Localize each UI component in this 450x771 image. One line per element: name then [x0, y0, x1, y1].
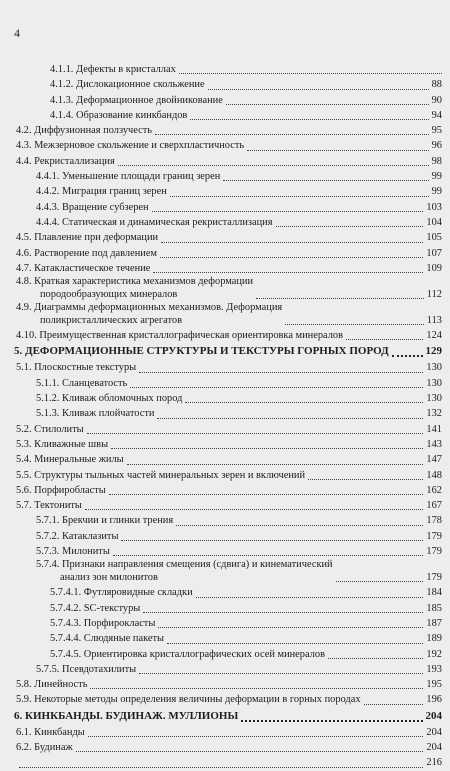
toc-entry-title — [50, 108, 187, 123]
toc-entry-title — [36, 513, 173, 528]
toc-entry-title-line: 5.7.4.3. Порфирокласты — [50, 617, 156, 629]
toc-page-number: 99 — [431, 186, 442, 198]
toc-entry-title — [50, 93, 223, 108]
toc-leader-dots — [118, 165, 429, 166]
toc-leader-dots — [153, 272, 423, 273]
toc-page-number: 105 — [426, 232, 442, 244]
toc-entry-title-line: 4.6. Растворение под давлением — [16, 247, 158, 259]
toc-entry-title — [16, 468, 305, 483]
toc-entry — [0, 725, 450, 740]
toc-page-number: 143 — [426, 438, 442, 450]
toc-page-number: 187 — [426, 617, 442, 629]
toc-entry — [0, 437, 450, 452]
toc-entry-title — [16, 725, 85, 740]
toc-leader-dots — [308, 479, 423, 480]
toc-page-number: 96 — [431, 140, 442, 152]
toc-entry-title-continuation: поликристаллических агрегатов — [40, 314, 182, 326]
table-of-contents — [0, 62, 450, 771]
toc-entry-title-line: 5.7.1. Брекчии и глинки трения — [36, 515, 174, 527]
toc-page-number: 141 — [426, 423, 442, 435]
toc-entry-title — [50, 647, 325, 662]
toc-entry-title-line: 6. КИНКБАНДЫ. БУДИНАЖ. МУЛЛИОНЫ — [14, 709, 239, 722]
toc-entry-title — [50, 601, 140, 616]
toc-entry-title-line: 6.1. Кинкбанды — [16, 726, 85, 738]
toc-entry — [0, 662, 450, 677]
toc-entry — [0, 740, 450, 755]
toc-page-number: 178 — [426, 515, 442, 527]
toc-leader-dots — [130, 387, 423, 388]
toc-page-number: 204 — [426, 741, 442, 753]
toc-leader-dots — [139, 673, 423, 674]
toc-entry-title — [16, 740, 73, 755]
toc-entry-title-line: 5.7.4.4. Слюдяные пакеты — [50, 633, 165, 645]
toc-entry-title — [16, 422, 84, 437]
toc-page-number: 179 — [426, 546, 442, 558]
toc-entry-title-line: 5.2. Стилолиты — [16, 423, 84, 435]
toc-page-number: 196 — [426, 694, 442, 706]
toc-entry-title-line: 4.1.4. Образование кинкбандов — [50, 109, 188, 121]
toc-entry-title-line: 4.4.3. Вращение субзерен — [36, 201, 149, 213]
toc-entry-title — [16, 246, 157, 261]
toc-leader-dots — [113, 555, 424, 556]
toc-leader-dots — [241, 720, 422, 722]
toc-leader-dots — [121, 540, 423, 541]
toc-entry-title-line: 4.7. Катакластическое течение — [16, 262, 151, 274]
toc-entry-title-line: 4.4.1. Уменьшение площади границ зерен — [36, 171, 221, 183]
toc-entry — [0, 154, 450, 169]
toc-entry-title-line: 4.1.1. Дефекты в кристаллах — [50, 64, 176, 75]
toc-leader-dots — [276, 226, 424, 227]
toc-entry — [0, 246, 450, 261]
toc-leader-dots — [190, 119, 428, 120]
toc-entry — [0, 276, 450, 302]
toc-entry-title-line: 5.7.4.5. Ориентировка кристаллографических осей минералов — [50, 648, 325, 660]
toc-entry — [0, 529, 450, 544]
toc-entry-title-line: 5.7. Тектониты — [16, 500, 82, 512]
toc-leader-dots — [256, 298, 424, 299]
toc-entry — [0, 77, 450, 92]
toc-page-number: 130 — [426, 393, 442, 405]
toc-chapter — [0, 708, 450, 725]
toc-leader-dots — [247, 150, 428, 151]
toc-leader-dots — [143, 612, 423, 613]
toc-leader-dots — [139, 372, 423, 373]
toc-entry-title — [36, 406, 154, 421]
toc-entry-title — [36, 529, 118, 544]
toc-entry — [0, 138, 450, 153]
toc-entry-title-continuation: анализ зон милонитов — [60, 571, 158, 583]
toc-entry-title-line: 5.1.3. Кливаж плойчатости — [36, 408, 155, 420]
toc-entry-title — [36, 391, 182, 406]
toc-entry-title-line: 5.7.4.1. Футляровидные складки — [50, 587, 193, 599]
toc-entry — [0, 483, 450, 498]
toc-leader-dots — [88, 736, 424, 737]
toc-entry — [0, 585, 450, 600]
toc-entry-title-line: 4.8. Краткая характеристика механизмов деформации — [16, 276, 254, 288]
toc-entry-title — [16, 123, 152, 138]
toc-page-number: 179 — [426, 530, 442, 542]
toc-entry — [0, 391, 450, 406]
toc-entry — [0, 452, 450, 467]
toc-leader-dots — [85, 509, 424, 510]
toc-entry-title-continuation: породообразующих минералов — [40, 288, 178, 300]
toc-leader-dots — [19, 767, 423, 768]
toc-leader-dots — [160, 257, 423, 258]
toc-entry — [0, 468, 450, 483]
toc-entry-title-line: 5.1.2. Кливаж обломочных пород — [36, 393, 183, 405]
toc-entry-title — [16, 276, 253, 301]
toc-leader-dots — [158, 627, 423, 628]
toc-page-number: 132 — [426, 408, 442, 420]
toc-entry-title — [36, 544, 110, 559]
toc-page-number: 90 — [431, 94, 442, 106]
toc-entry-title-line: 5.7.2. Катаклазиты — [36, 530, 119, 542]
toc-page-number: 204 — [425, 709, 442, 722]
toc-entry-title-line: 5.7.4. Признаки направления смещения (сдвига) и кинематический — [36, 559, 333, 571]
toc-leader-dots — [127, 464, 424, 465]
toc-entry-title — [50, 631, 164, 646]
toc-entry — [0, 376, 450, 391]
toc-page-number: 162 — [426, 484, 442, 496]
toc-leader-dots — [328, 658, 423, 659]
toc-leader-dots — [179, 73, 442, 74]
toc-entry-title — [16, 230, 158, 245]
toc-entry — [0, 755, 450, 770]
toc-entry — [0, 677, 450, 692]
toc-leader-dots — [152, 211, 424, 212]
toc-entry-title-line: 5.7.3. Милониты — [36, 546, 110, 558]
toc-page-number: 189 — [426, 633, 442, 645]
toc-page-number: 185 — [426, 602, 442, 614]
toc-entry-title — [16, 677, 87, 692]
toc-entry — [0, 93, 450, 108]
toc-entry — [0, 360, 450, 375]
toc-page-number: 216 — [426, 757, 442, 769]
toc-entry-title — [50, 585, 193, 600]
toc-leader-dots — [285, 324, 424, 325]
toc-entry-title-line: 5.5. Структуры тыльных частей минеральных зерен и включений — [16, 469, 306, 481]
toc-page-number: 147 — [426, 454, 442, 466]
toc-entry-title — [16, 483, 106, 498]
toc-entry-title-line: 5.8. Линейность — [16, 679, 88, 691]
toc-entry-title — [36, 200, 149, 215]
toc-entry-title-line: 4.2. Диффузионная ползучесть — [16, 125, 153, 137]
toc-entry — [0, 406, 450, 421]
toc-page-number: 109 — [426, 262, 442, 274]
toc-page-number: 107 — [426, 247, 442, 259]
toc-entry — [0, 513, 450, 528]
toc-entry-title-line: 4.4.2. Миграция границ зерен — [36, 186, 167, 198]
toc-entry-title — [14, 343, 389, 360]
toc-entry — [0, 498, 450, 513]
toc-entry — [0, 230, 450, 245]
toc-entry — [0, 62, 450, 77]
toc-entry-title-line: 4.1.2. Дислокационное скольжение — [50, 79, 205, 91]
toc-entry — [0, 169, 450, 184]
toc-entry-title-line: 5.7.4.2. SC-текстуры — [50, 602, 141, 614]
toc-leader-dots — [364, 704, 424, 705]
toc-leader-dots — [223, 180, 428, 181]
toc-page-number: 167 — [426, 500, 442, 512]
toc-chapter — [0, 343, 450, 360]
toc-page-number: 195 — [426, 679, 442, 691]
toc-entry-title-line: 5. ДЕФОРМАЦИОННЫЕ СТРУКТУРЫ И ТЕКСТУРЫ ГОРНЫХ ПОРОД — [14, 345, 389, 358]
toc-page-number: 88 — [431, 79, 442, 91]
toc-entry-title — [36, 662, 136, 677]
toc-entry-title-line: 4.3. Межзерновое скольжение и сверхпластичность — [16, 140, 245, 152]
toc-leader-dots — [185, 402, 423, 403]
toc-entry-title — [16, 360, 136, 375]
toc-entry — [0, 328, 450, 343]
toc-leader-dots — [170, 196, 429, 197]
toc-entry — [0, 261, 450, 276]
toc-entry-title — [36, 215, 273, 230]
toc-page-number: 98 — [431, 155, 442, 167]
toc-page-number: 192 — [426, 648, 442, 660]
toc-page-number: 95 — [431, 125, 442, 137]
toc-page-number: 94 — [431, 109, 442, 121]
toc-leader-dots — [155, 134, 429, 135]
toc-entry-title — [14, 708, 238, 725]
toc-page-number: 179 — [426, 572, 442, 584]
toc-leader-dots — [208, 89, 429, 90]
toc-entry — [0, 692, 450, 707]
toc-leader-dots — [167, 643, 423, 644]
toc-entry — [0, 123, 450, 138]
toc-entry — [0, 631, 450, 646]
toc-page-number: 103 — [426, 201, 442, 213]
toc-entry-title-line: 4.9. Диаграммы деформационных механизмов. Деформация — [16, 302, 283, 314]
toc-page-number: 113 — [426, 315, 442, 327]
toc-page-number: 104 — [426, 216, 442, 228]
toc-entry — [0, 302, 450, 328]
toc-page-number: 148 — [426, 469, 442, 481]
toc-page-number: 184 — [426, 587, 442, 599]
toc-entry-title-line: 4.10. Преимущественная кристаллографическая ориентировка минералов — [16, 330, 344, 342]
toc-entry-title-line: 4.4. Рекристаллизация — [16, 155, 115, 167]
toc-entry-title-line: 4.5. Плавление при деформации — [16, 232, 159, 244]
toc-page-number: 112 — [426, 289, 442, 301]
toc-leader-dots — [76, 751, 424, 752]
toc-entry-title — [16, 498, 82, 513]
toc-leader-dots — [157, 418, 423, 419]
toc-entry-title — [16, 154, 115, 169]
toc-entry-title — [16, 328, 343, 343]
toc-entry-title — [50, 616, 155, 631]
toc-entry-title-line: 5.6. Порфиробласты — [16, 484, 106, 496]
toc-entry — [0, 544, 450, 559]
toc-entry-title — [16, 302, 282, 327]
toc-entry-title — [36, 376, 127, 391]
page-number: 4 — [14, 26, 20, 40]
toc-leader-dots — [161, 242, 423, 243]
toc-page-number: 193 — [426, 663, 442, 675]
toc-leader-dots — [87, 433, 424, 434]
toc-entry-title-line: 5.1. Плоскостные текстуры — [16, 362, 137, 374]
toc-entry — [0, 422, 450, 437]
toc-entry-title-line: 4.4.4. Статическая и динамическая рекристаллизация — [36, 216, 273, 228]
toc-leader-dots — [90, 688, 423, 689]
toc-page-number: 124 — [426, 330, 442, 342]
toc-leader-dots — [109, 494, 424, 495]
toc-page-number: 129 — [425, 345, 442, 358]
toc-entry-title — [16, 261, 150, 276]
toc-entry — [0, 647, 450, 662]
toc-entry-title — [16, 138, 244, 153]
toc-entry — [0, 616, 450, 631]
toc-leader-dots — [336, 581, 424, 582]
toc-entry-title — [36, 559, 333, 584]
toc-entry-title — [16, 452, 124, 467]
toc-entry-title-line: 5.7.5. Псевдотахилиты — [36, 663, 137, 675]
toc-page-number: 130 — [426, 377, 442, 389]
toc-entry-title — [36, 184, 167, 199]
toc-entry — [0, 184, 450, 199]
toc-entry-title — [50, 77, 205, 92]
toc-entry-title — [16, 692, 361, 707]
toc-page-number: 99 — [431, 171, 442, 183]
toc-entry-title-line: 5.4. Минеральные жилы — [16, 454, 124, 466]
toc-entry — [0, 108, 450, 123]
toc-entry-title-line: 5.3. Кливажные швы — [16, 438, 109, 450]
toc-entry-title — [36, 169, 220, 184]
toc-leader-dots — [176, 525, 423, 526]
toc-entry-title — [16, 437, 108, 452]
toc-entry-title-line: 4.1.3. Деформационное двойникование — [50, 94, 223, 106]
toc-entry-title — [50, 62, 176, 77]
toc-entry — [0, 601, 450, 616]
toc-leader-dots — [392, 355, 423, 357]
toc-leader-dots — [226, 104, 429, 105]
toc-leader-dots — [346, 339, 423, 340]
toc-leader-dots — [111, 448, 423, 449]
toc-entry-title-line: 5.1.1. Сланцеватость — [36, 377, 128, 389]
toc-entry — [0, 559, 450, 585]
toc-entry — [0, 215, 450, 230]
toc-leader-dots — [196, 597, 424, 598]
toc-entry-title-line: 5.9. Некоторые методы определения величины деформации в горных породах — [16, 694, 361, 706]
toc-entry-title-line: 6.2. Будинаж — [16, 741, 73, 753]
toc-page-number: 130 — [426, 362, 442, 374]
toc-page-number: 204 — [426, 726, 442, 738]
toc-entry — [0, 200, 450, 215]
